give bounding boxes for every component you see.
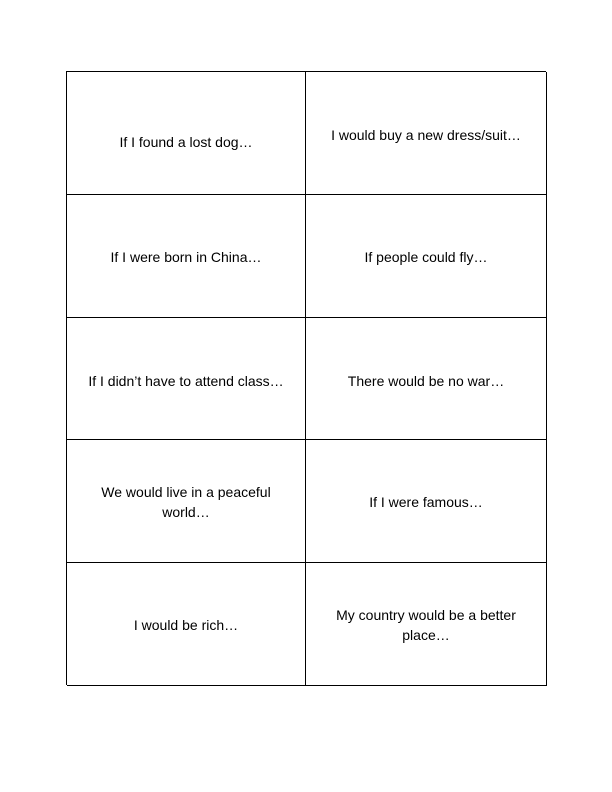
card-buy-new-dress bbox=[306, 72, 547, 195]
card-text: I would buy a new dress/suit… bbox=[331, 127, 521, 143]
card-text: We would live in a peaceful world… bbox=[101, 484, 271, 520]
card-text: There would be no war… bbox=[347, 373, 505, 389]
card-text: I would be rich… bbox=[133, 617, 239, 633]
card-better-place bbox=[306, 563, 547, 686]
card-no-war bbox=[306, 318, 547, 440]
card-peaceful-world bbox=[67, 440, 306, 563]
card-be-rich bbox=[67, 563, 306, 686]
card-born-in-china bbox=[67, 195, 306, 318]
card-found-lost-dog bbox=[67, 72, 306, 195]
card-text: My country would be a better place… bbox=[336, 607, 516, 643]
card-attend-class bbox=[67, 318, 306, 440]
card-text: If I didn’t have to attend class… bbox=[88, 373, 284, 389]
card-text: If I were born in China… bbox=[110, 249, 262, 265]
card-people-could-fly bbox=[306, 195, 547, 318]
card-text: If I found a lost dog… bbox=[119, 134, 253, 150]
card-were-famous bbox=[306, 440, 547, 563]
card-text: If people could fly… bbox=[364, 249, 488, 265]
card-text: If I were famous… bbox=[369, 494, 483, 510]
card-grid bbox=[66, 71, 546, 685]
